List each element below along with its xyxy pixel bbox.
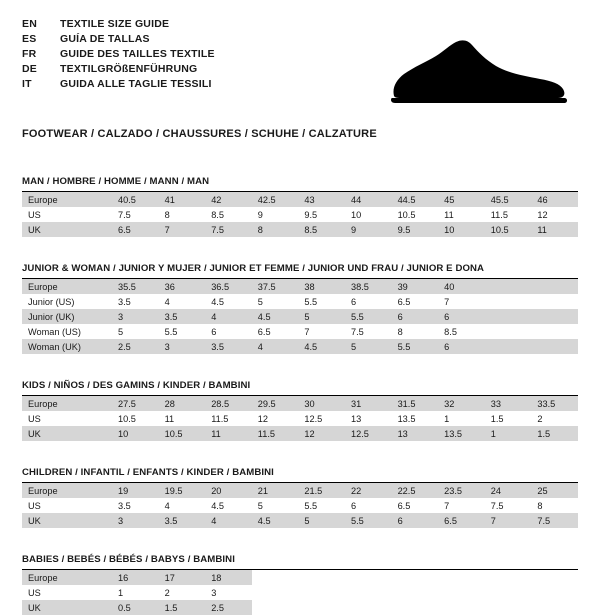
cell: 9.5	[392, 222, 439, 237]
cell: 44	[345, 192, 392, 207]
cell: 3	[112, 309, 159, 324]
cell: 9	[257, 209, 263, 220]
cell: 9.5	[304, 209, 318, 220]
section-kids	[22, 380, 578, 441]
size-table-kids	[22, 396, 578, 441]
cell: 28.5	[205, 396, 252, 411]
table-row	[22, 498, 578, 513]
cell: 3	[112, 513, 159, 528]
row-label: Europe	[22, 570, 112, 585]
cell: 13.5	[397, 413, 416, 424]
language-title: GUIDE DES TAILLES TEXTILE	[60, 48, 215, 60]
cell: 21	[252, 483, 299, 498]
section-title: KIDS / NIÑOS / DES GAMINS / KINDER / BAMBINI	[22, 380, 578, 396]
language-title: GUIDA ALLE TAGLIE TESSILI	[60, 78, 212, 90]
row-label: Woman (US)	[28, 326, 81, 337]
cell: 33.5	[531, 396, 578, 411]
cell: 5	[257, 500, 263, 511]
row-label: Europe	[22, 279, 112, 294]
cell: 1	[485, 426, 532, 441]
cell	[298, 585, 345, 600]
cell	[438, 570, 485, 585]
language-code: IT	[22, 78, 32, 90]
cell	[531, 279, 578, 294]
cell: 5	[257, 296, 263, 307]
cell: 6.5	[257, 326, 271, 337]
section-title: CHILDREN / INFANTIL / ENFANTS / KINDER / BAMBINI	[22, 467, 578, 483]
table-row	[22, 600, 578, 615]
row-label: US	[28, 413, 41, 424]
section-title: BABIES / BEBÉS / BÉBÉS / BABYS / BAMBINI	[22, 554, 578, 570]
cell: 28	[159, 396, 206, 411]
cell: 3	[211, 587, 217, 598]
cell: 9	[345, 222, 392, 237]
cell	[392, 600, 439, 615]
cell: 6	[438, 309, 485, 324]
language-row	[22, 48, 215, 63]
cell	[298, 570, 345, 585]
table-row	[22, 309, 578, 324]
cell: 8.5	[298, 222, 345, 237]
cell: 25	[531, 483, 578, 498]
table-row	[22, 426, 578, 441]
cell: 5	[298, 309, 345, 324]
cell: 6	[211, 326, 217, 337]
cell	[252, 600, 299, 615]
cell: 42.5	[252, 192, 299, 207]
cell: 11	[205, 426, 252, 441]
cell: 40.5	[112, 192, 159, 207]
cell: 18	[205, 570, 252, 585]
cell: 4.5	[252, 309, 299, 324]
cell: 30	[298, 396, 345, 411]
cell: 36.5	[205, 279, 252, 294]
cell: 6	[350, 296, 357, 307]
cell: 33	[485, 396, 532, 411]
row-label: UK	[22, 222, 112, 237]
cell: 8	[164, 209, 170, 220]
cell: 11	[444, 209, 454, 220]
cell: 6	[392, 513, 439, 528]
language-title: TEXTILE SIZE GUIDE	[60, 18, 170, 30]
cell: 6.5	[112, 222, 159, 237]
cell: 19.5	[159, 483, 206, 498]
cell: 31.5	[392, 396, 439, 411]
cell: 37.5	[252, 279, 299, 294]
cell	[392, 570, 439, 585]
cell: 11	[531, 222, 578, 237]
row-label: Europe	[22, 483, 112, 498]
table-row	[22, 207, 578, 222]
document-header	[22, 18, 578, 110]
cell: 22	[345, 483, 392, 498]
cell	[252, 585, 299, 600]
cell: 12	[257, 413, 269, 424]
row-label: US	[28, 209, 41, 220]
language-row	[22, 63, 215, 78]
cell	[485, 570, 532, 585]
language-code: DE	[22, 63, 37, 75]
cell: 5	[298, 513, 345, 528]
cell: 12.5	[345, 426, 392, 441]
cell: 1	[118, 587, 124, 598]
cell	[345, 570, 392, 585]
row-label: UK	[22, 426, 112, 441]
table-row	[22, 411, 578, 426]
cell: 38.5	[345, 279, 392, 294]
cell: 5.5	[164, 326, 178, 337]
table-row	[22, 294, 578, 309]
language-row	[22, 78, 215, 93]
cell: 10.5	[118, 413, 136, 424]
section-title: JUNIOR & WOMAN / JUNIOR Y MUJER / JUNIOR ET FEMME / JUNIOR UND FRAU / JUNIOR E DONA	[22, 263, 578, 279]
cell: 46	[531, 192, 578, 207]
cell	[531, 600, 578, 615]
cell: 6.5	[438, 513, 485, 528]
cell: 8	[537, 500, 543, 511]
cell: 10	[438, 222, 485, 237]
cell: 2.5	[205, 600, 252, 615]
cell: 2	[164, 587, 170, 598]
cell: 23.5	[438, 483, 485, 498]
cell: 43	[298, 192, 345, 207]
cell	[485, 600, 532, 615]
table-row	[22, 585, 578, 600]
cell: 2	[537, 413, 543, 424]
row-label: Europe	[22, 192, 112, 207]
cell: 3.5	[159, 309, 206, 324]
size-table-children	[22, 483, 578, 528]
size-table-man	[22, 192, 578, 237]
cell: 16	[112, 570, 159, 585]
row-label: Junior (US)	[28, 296, 75, 307]
cell: 7.5	[531, 513, 578, 528]
cell	[252, 570, 299, 585]
cell: 1.5	[159, 600, 206, 615]
cell: 7	[304, 326, 310, 337]
cell: 11.5	[252, 426, 299, 441]
cell	[298, 600, 345, 615]
cell: 35.5	[112, 279, 159, 294]
row-label: UK	[22, 600, 112, 615]
row-label: UK	[22, 513, 112, 528]
cell: 11	[164, 413, 175, 424]
cell: 1	[444, 413, 450, 424]
row-label: Europe	[22, 396, 112, 411]
cell: 5	[118, 326, 124, 337]
cell: 7.5	[205, 222, 252, 237]
cell: 10	[350, 209, 362, 220]
cell: 8.5	[444, 326, 457, 337]
cell	[485, 585, 532, 600]
cell: 41	[159, 192, 206, 207]
table-row	[22, 192, 578, 207]
cell: 4	[164, 500, 170, 511]
row-label: US	[28, 500, 41, 511]
cell: 3.5	[118, 296, 131, 307]
cell: 45	[438, 192, 485, 207]
cell: 38	[298, 279, 345, 294]
language-title: TEXTILGRÖßENFÜHRUNG	[60, 63, 198, 75]
language-code: EN	[22, 18, 37, 30]
cell: 36	[159, 279, 206, 294]
table-row	[22, 339, 578, 354]
row-label: US	[28, 587, 41, 598]
cell: 13	[350, 413, 362, 424]
cell	[438, 600, 485, 615]
cell: 39	[392, 279, 439, 294]
cell: 32	[438, 396, 485, 411]
cell: 10.5	[159, 426, 206, 441]
cell: 4.5	[211, 500, 224, 511]
language-row	[22, 18, 215, 33]
cell: 3.5	[159, 513, 206, 528]
cell: 1.5	[531, 426, 578, 441]
cell: 11.5	[490, 209, 508, 220]
language-row	[22, 33, 215, 48]
cell: 6	[392, 309, 439, 324]
cell: 3.5	[205, 339, 252, 354]
cell: 19	[112, 483, 159, 498]
cell	[531, 294, 578, 309]
row-label: Woman (UK)	[22, 339, 112, 354]
cell	[531, 324, 578, 339]
cell: 3.5	[118, 500, 131, 511]
cell	[438, 585, 485, 600]
cell: 5.5	[304, 500, 318, 511]
cell: 13	[392, 426, 439, 441]
cell: 13.5	[438, 426, 485, 441]
cell: 5.5	[345, 309, 392, 324]
cell: 4	[252, 339, 299, 354]
cell: 2.5	[112, 339, 159, 354]
cell: 6	[350, 500, 357, 511]
cell: 10.5	[485, 222, 532, 237]
cell: 1.5	[490, 413, 504, 424]
cell: 27.5	[112, 396, 159, 411]
cell: 7	[444, 296, 450, 307]
cell: 3	[159, 339, 206, 354]
dress-shoe-icon	[382, 36, 572, 106]
size-table-babies	[22, 570, 578, 615]
table-row	[22, 483, 578, 498]
table-row	[22, 396, 578, 411]
table-row	[22, 513, 578, 528]
cell: 11.5	[211, 413, 229, 424]
cell: 22.5	[392, 483, 439, 498]
cell: 4.5	[298, 339, 345, 354]
cell: 7.5	[350, 326, 364, 337]
cell: 12	[537, 209, 548, 220]
section-title: MAN / HOMBRE / HOMME / MANN / MAN	[22, 176, 578, 192]
table-row	[22, 324, 578, 339]
cell: 7	[159, 222, 206, 237]
page-title: FOOTWEAR / CALZADO / CHAUSSURES / SCHUHE / CALZATURE	[22, 128, 377, 140]
cell	[392, 585, 439, 600]
cell	[531, 309, 578, 324]
cell: 42	[205, 192, 252, 207]
language-code: ES	[22, 33, 37, 45]
cell	[345, 600, 392, 615]
cell: 4	[205, 309, 252, 324]
row-label: Junior (UK)	[22, 309, 112, 324]
table-row	[22, 279, 578, 294]
cell: 12	[298, 426, 345, 441]
cell: 40	[438, 279, 485, 294]
cell: 17	[159, 570, 206, 585]
cell: 31	[345, 396, 392, 411]
cell: 12.5	[304, 413, 323, 424]
size-table-junior-woman	[22, 279, 578, 354]
cell: 4	[205, 513, 252, 528]
section-junior-woman	[22, 263, 578, 354]
cell: 7.5	[490, 500, 504, 511]
table-row	[22, 570, 578, 585]
cell	[485, 294, 532, 309]
cell: 7.5	[118, 209, 131, 220]
table-row	[22, 222, 578, 237]
language-title: GUÍA DE TALLAS	[60, 33, 150, 45]
cell: 5	[345, 339, 392, 354]
section-children	[22, 467, 578, 528]
cell: 8	[397, 326, 403, 337]
cell: 44.5	[392, 192, 439, 207]
cell	[485, 279, 532, 294]
cell: 10.5	[397, 209, 416, 220]
cell: 4.5	[211, 296, 224, 307]
cell: 5.5	[345, 513, 392, 528]
language-code: FR	[22, 48, 37, 60]
cell	[485, 309, 532, 324]
cell: 24	[485, 483, 532, 498]
cell: 20	[205, 483, 252, 498]
cell: 6	[438, 339, 485, 354]
cell: 4	[164, 296, 170, 307]
section-babies	[22, 554, 578, 615]
cell: 5.5	[304, 296, 318, 307]
cell: 45.5	[485, 192, 532, 207]
section-man	[22, 176, 578, 237]
cell: 7	[444, 500, 450, 511]
cell: 5.5	[392, 339, 439, 354]
cell	[531, 570, 578, 585]
cell: 10	[112, 426, 159, 441]
cell: 6.5	[397, 296, 411, 307]
cell: 8	[252, 222, 299, 237]
cell: 4.5	[252, 513, 299, 528]
cell	[345, 585, 392, 600]
cell: 8.5	[211, 209, 224, 220]
cell	[531, 339, 578, 354]
cell: 6.5	[397, 500, 411, 511]
cell: 29.5	[252, 396, 299, 411]
cell	[485, 339, 532, 354]
cell	[485, 324, 532, 339]
cell	[531, 585, 578, 600]
cell: 21.5	[298, 483, 345, 498]
cell: 0.5	[112, 600, 159, 615]
cell: 7	[485, 513, 532, 528]
language-title-list	[22, 18, 215, 93]
